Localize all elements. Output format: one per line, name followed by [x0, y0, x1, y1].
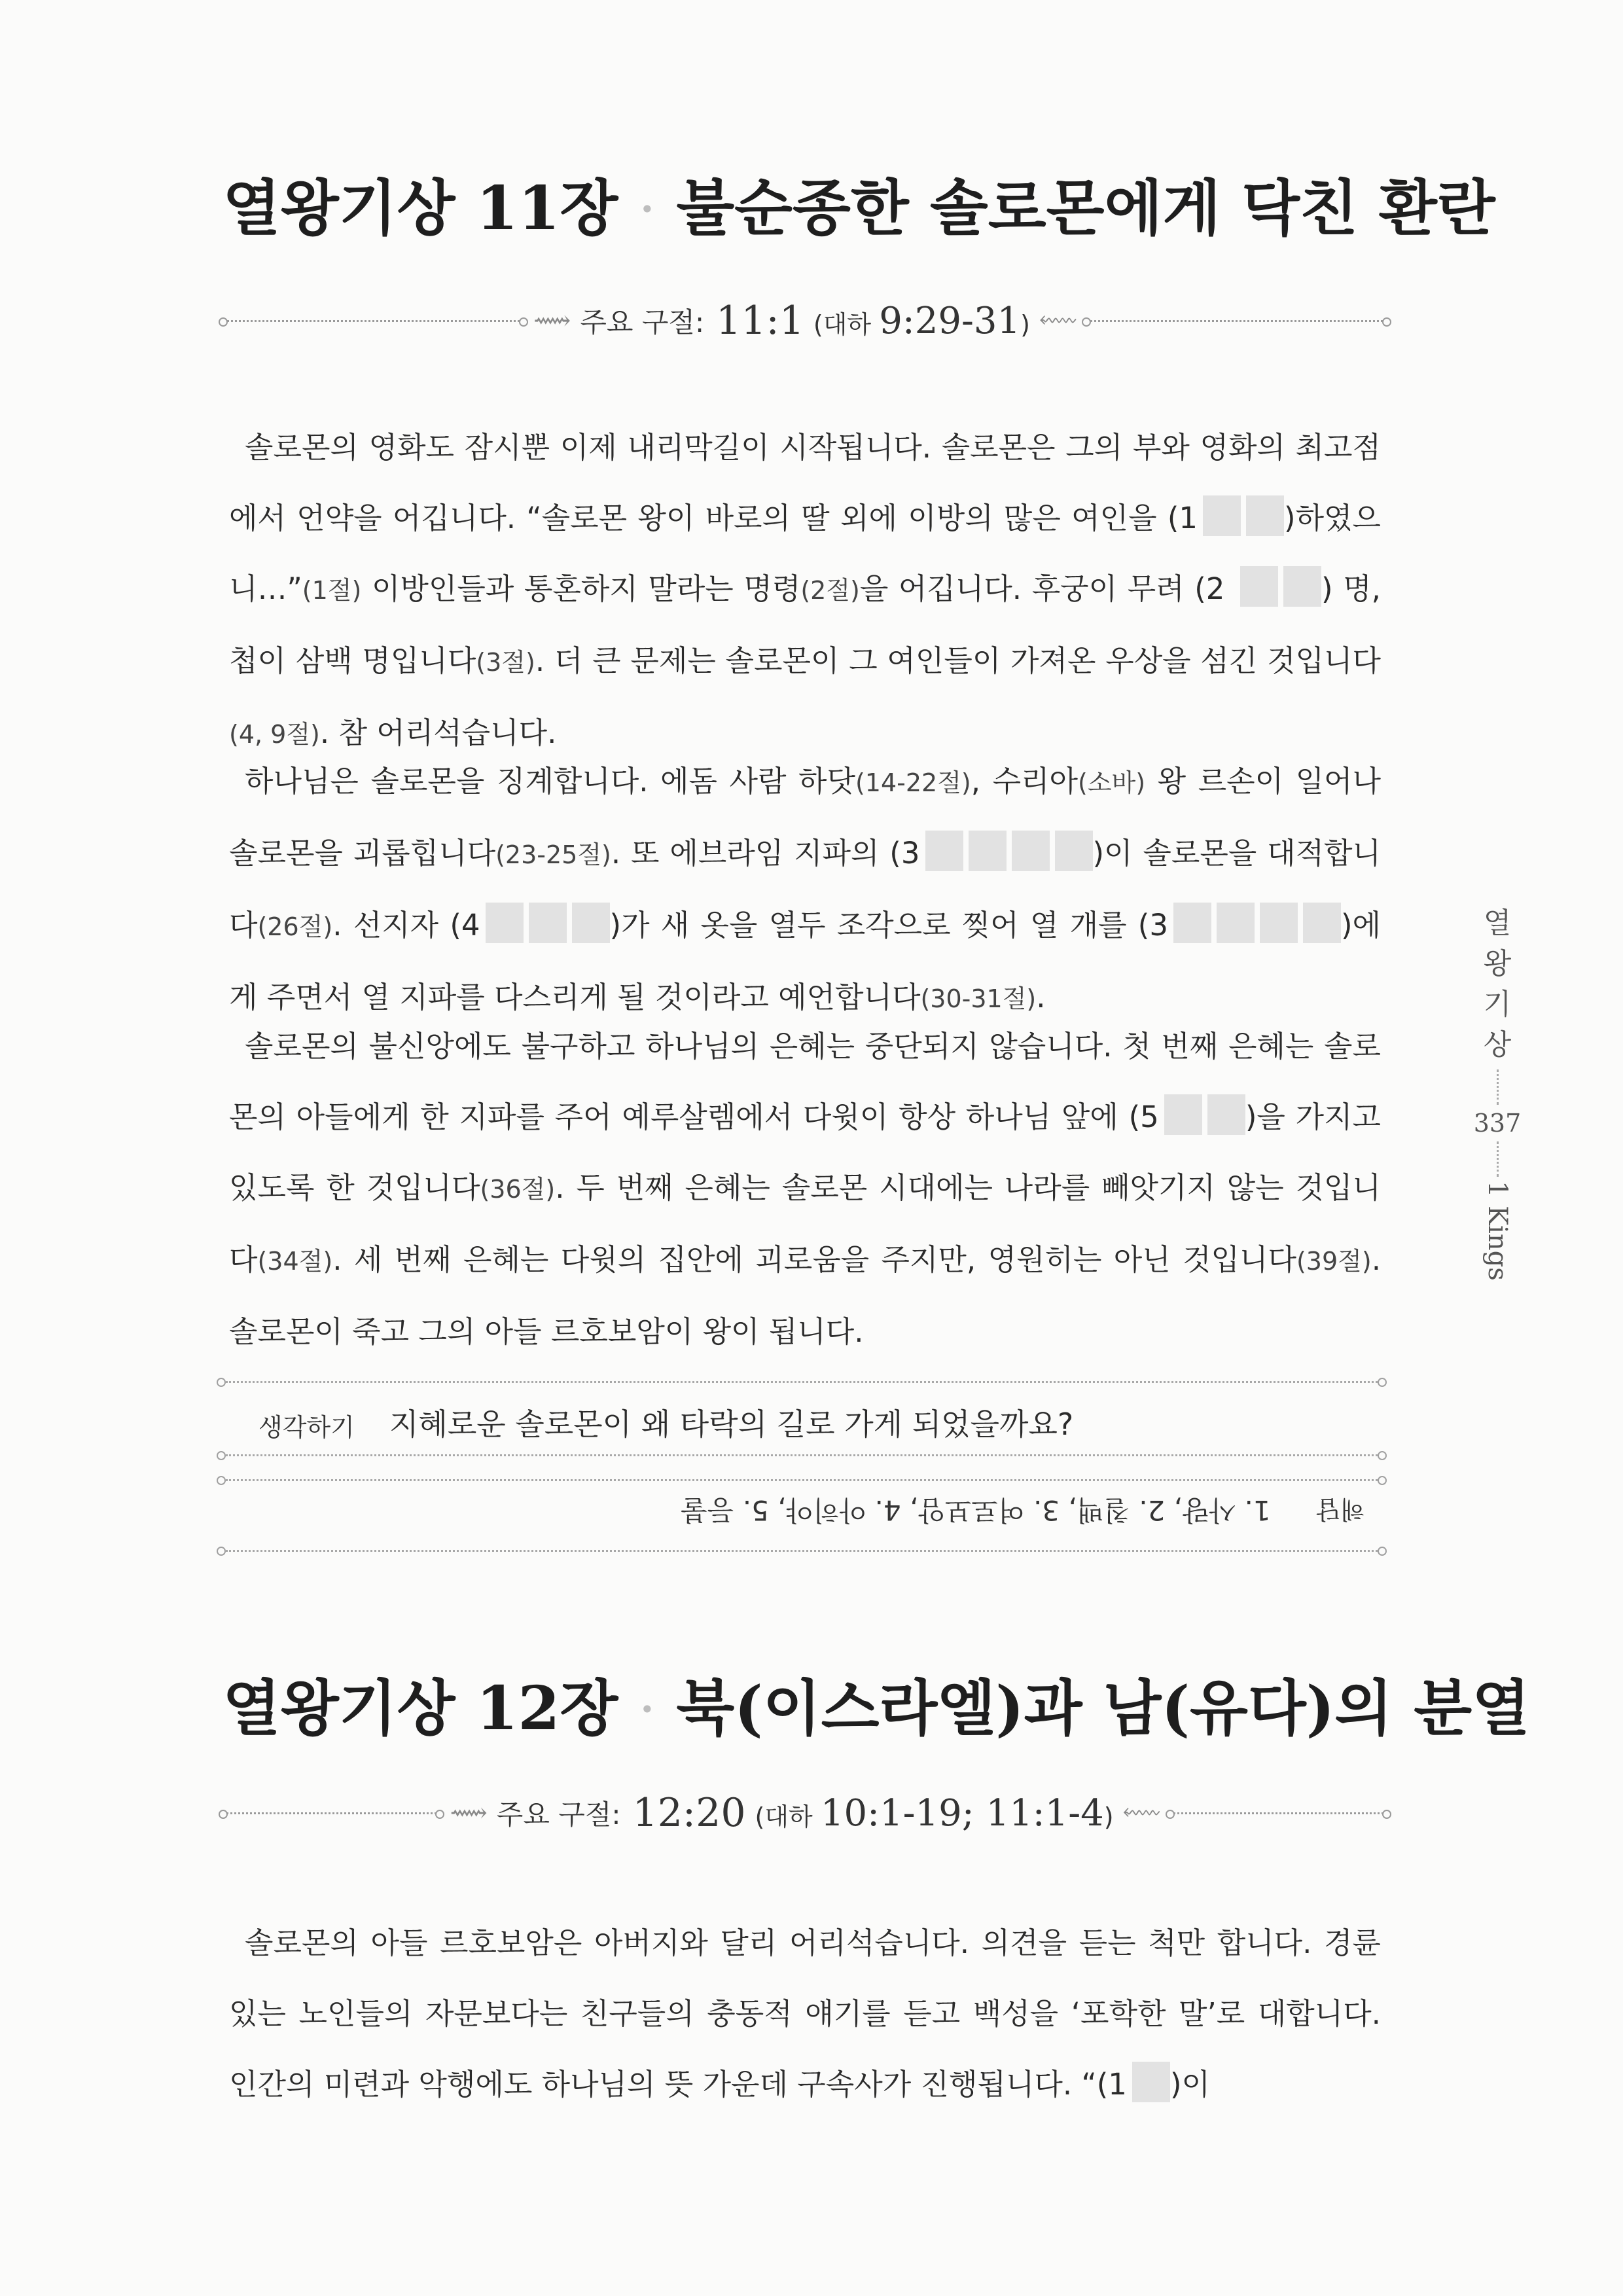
answer-blank [1012, 831, 1050, 871]
think-box [226, 1381, 1378, 1551]
text: . 세 번째 은혜는 다윗의 집안에 괴로움을 주지만, 영원히는 아닌 것입니다 [332, 1242, 1296, 1277]
divider [226, 1550, 1378, 1552]
verse-ref: (2절) [800, 576, 860, 605]
think-label: 생각하기 [259, 1413, 355, 1442]
text: 을 어깁니다. 후궁이 무려 (2 [859, 571, 1225, 606]
paragraph-11-3 [229, 1011, 1381, 1367]
ornament-swirl-right: ⬳ [1039, 306, 1077, 336]
answer-text: 1. 사랑, 2. 칠백, 3. 여로보암, 4. 아히야, 5. 등불 [681, 1494, 1271, 1526]
answer-label: 해답 [1316, 1495, 1364, 1524]
title-separator: · [640, 1687, 654, 1732]
answer-blank [529, 903, 567, 943]
key-verse-ref: 12:20 [632, 1790, 746, 1836]
ornament-swirl-left: ⟿ [533, 306, 571, 336]
verse-ref: (14-22절) [855, 768, 971, 797]
text: 이방인들과 통혼하지 말라는 명령 [361, 571, 801, 606]
verse-ref: (1절) [302, 576, 362, 605]
answer-blank [572, 903, 610, 943]
divider [226, 1479, 1378, 1481]
answer-blank [1132, 2062, 1170, 2102]
answer-blank [1260, 903, 1298, 943]
ornament-line-right [1086, 320, 1387, 322]
parallel-ref: 10:1-19; 11:1-4 [820, 1791, 1104, 1835]
ornament-line-left [223, 1812, 440, 1814]
answer-blank [1283, 566, 1321, 607]
divider [226, 1381, 1378, 1383]
answer-blank [1055, 831, 1093, 871]
paragraph-11-1 [229, 412, 1381, 770]
note: (소바) [1078, 768, 1146, 797]
text: 솔로몬의 아들 르호보암은 아버지와 달리 어리석습니다. 의견을 듣는 척만 합니다. 경륜 있는 노인들의 자문보다는 친구들의 충동적 얘기를 듣고 백성을 ‘포학한 말’로 대합니다. 인간의 미련과 악행에도 하나님의 뜻 가운데 구속사가 진행됩니다. “(1 [229, 1926, 1381, 2102]
key-verse-ref: 11:1 [716, 298, 804, 344]
side-divider [1497, 1069, 1499, 1105]
verse-ref: (36절) [480, 1175, 556, 1204]
key-verse-11 [223, 298, 1387, 344]
parallel-close: ) [1020, 310, 1030, 339]
divider [226, 1454, 1378, 1456]
chapter-title-11 [223, 173, 1495, 243]
text: 왕 르손이 일어나 솔로몬을 괴롭힙니다 [229, 764, 1381, 870]
text: ) 명, 첩이 삼백 명입니다 [229, 571, 1381, 678]
verse-ref: (30-31절) [920, 984, 1037, 1013]
text: 솔로몬의 영화도 잠시뿐 이제 내리막길이 시작됩니다. 솔로몬은 그의 부와 영화의 최고점에서 언약을 어깁니다. “솔로몬 왕이 바로의 딸 외에 이방의 많은 여인을 (1 [229, 430, 1381, 535]
answer-blank [486, 903, 524, 943]
answer-blank [1240, 566, 1278, 607]
verse-ref: (3절) [476, 648, 535, 677]
verse-ref: (23-25절) [495, 840, 611, 869]
parallel-open: (대하 [755, 1802, 813, 1831]
ornament-line-right [1169, 1812, 1387, 1814]
side-char: 열 [1483, 906, 1512, 940]
side-char: 왕 [1483, 947, 1512, 980]
text: )가 새 옷을 열두 조각으로 찢어 열 개를 (3 [609, 908, 1168, 942]
verse-ref: (4, 9절) [229, 720, 320, 749]
side-tab [1471, 903, 1524, 1283]
paragraph-12-1 [229, 1908, 1381, 2120]
side-book-korean [1471, 903, 1524, 1066]
text: )이 [1169, 2067, 1210, 2102]
side-book-english: 1 Kings [1482, 1181, 1512, 1281]
side-char: 상 [1483, 1028, 1512, 1062]
paragraph-11-2 [229, 746, 1381, 1034]
key-verse-parallel [813, 300, 1030, 342]
text: )을 가지고 있도록 한 것입니다 [229, 1100, 1381, 1205]
answer-blank [1303, 903, 1341, 943]
ornament-swirl-left: ⟿ [450, 1798, 488, 1828]
key-verse-label: 주요 구절: [580, 306, 705, 338]
answer-blank [925, 831, 963, 871]
answer-blank [1173, 903, 1211, 943]
title-separator: · [640, 187, 654, 232]
chapter-subject: 불순종한 솔로몬에게 닥친 환란 [676, 173, 1495, 243]
think-question: 지혜로운 솔로몬이 왜 타락의 길로 가게 되었을까요? [389, 1407, 1074, 1442]
answer-blank [1203, 495, 1241, 536]
chapter-title-12 [223, 1673, 1530, 1744]
answer-blank [1164, 1094, 1202, 1135]
chapter-book: 열왕기상 11장 [223, 173, 618, 243]
answer-blank [1217, 903, 1255, 943]
upside-down-answer [579, 1492, 1364, 1532]
side-char: 기 [1483, 988, 1512, 1021]
verse-ref: (26절) [257, 912, 333, 941]
text: . 선지자 (4 [332, 908, 480, 942]
parallel-open: (대하 [813, 310, 872, 339]
key-verse-12 [223, 1790, 1387, 1836]
ornament-line-left [223, 320, 524, 322]
answer-blank [1246, 495, 1284, 536]
key-verse-parallel [755, 1792, 1114, 1835]
verse-ref: (39절) [1296, 1247, 1372, 1276]
parallel-close: ) [1103, 1802, 1114, 1831]
text: . 참 어리석습니다. [319, 715, 557, 750]
text: 하나님은 솔로몬을 징계합니다. 에돔 사람 하닷 [245, 764, 855, 798]
text: . 두 번째 은혜는 솔로몬 시대에는 나라를 빼앗기지 않는 것입니다 [229, 1170, 1381, 1277]
text: . 또 에브라임 지파의 (3 [611, 836, 920, 870]
parallel-ref: 9:29-31 [879, 299, 1021, 342]
text: , 수리아 [971, 764, 1078, 798]
ornament-swirl-right: ⬳ [1122, 1798, 1160, 1828]
verse-ref: (34절) [257, 1247, 333, 1276]
chapter-book: 열왕기상 12장 [223, 1673, 618, 1744]
page-number: 337 [1473, 1109, 1522, 1138]
answer-blank [969, 831, 1007, 871]
text: )하였으니…” [229, 501, 1381, 606]
text: )이 솔로몬을 대적합니다 [229, 836, 1381, 942]
text: 솔로몬의 불신앙에도 불구하고 하나님의 은혜는 중단되지 않습니다. 첫 번째 은혜는 솔로몬의 아들에게 한 지파를 주어 예루살렘에서 다윗이 항상 하나님 앞에 (5 [229, 1029, 1381, 1134]
text: )에게 주면서 열 지파를 다스리게 될 것이라고 예언합니다 [229, 908, 1381, 1014]
text: . 더 큰 문제는 솔로몬이 그 여인들이 가져온 우상을 섬긴 것입니다 [535, 643, 1381, 678]
text: . [1036, 980, 1046, 1014]
key-verse-label: 주요 구절: [496, 1799, 621, 1831]
side-divider [1497, 1141, 1499, 1177]
answer-blank [1207, 1094, 1245, 1135]
chapter-subject: 북(이스라엘)과 남(유다)의 분열 [676, 1673, 1530, 1744]
text: . 솔로몬이 죽고 그의 아들 르호보암이 왕이 됩니다. [229, 1242, 1381, 1349]
